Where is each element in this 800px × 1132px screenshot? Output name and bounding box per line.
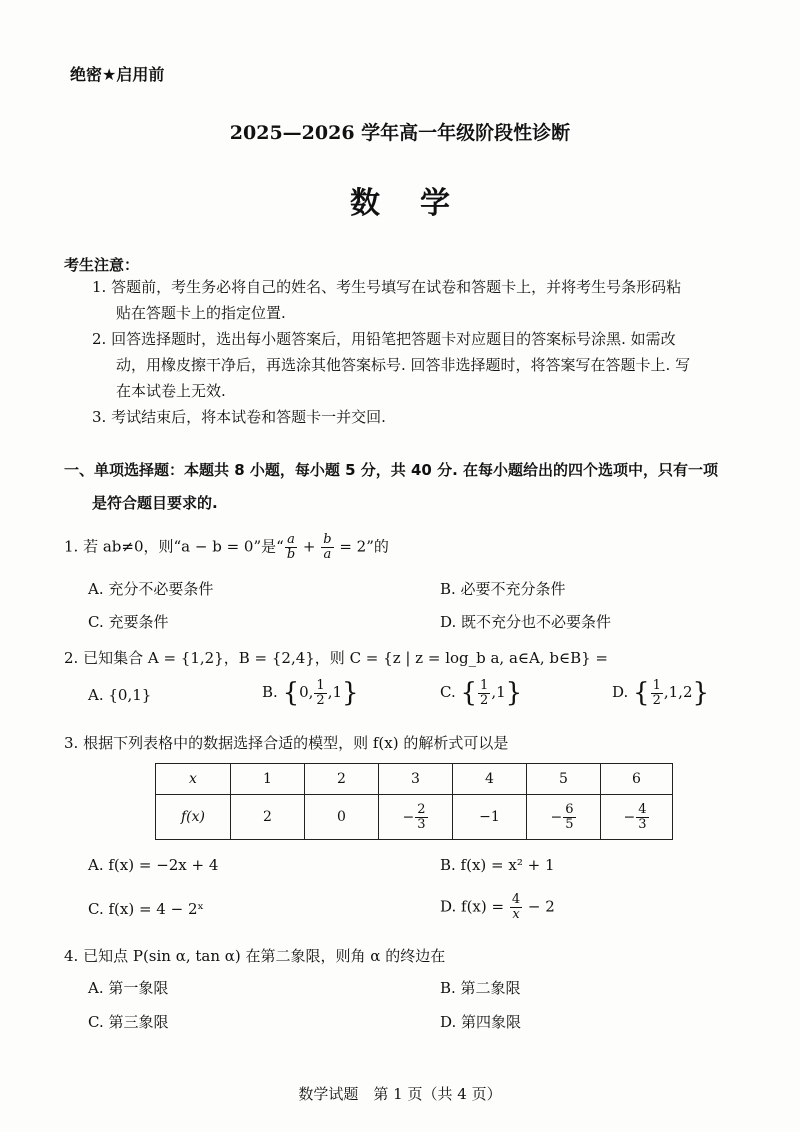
notice-heading: 考生注意： bbox=[64, 256, 140, 274]
table-cell: 2 bbox=[305, 764, 379, 795]
table-cell: 3 bbox=[379, 764, 453, 795]
q1-prefix: 1. 若 ab≠0，则“a − b = 0”是“ bbox=[64, 537, 284, 556]
q2-option-c: C. { $\frac{1}{2}$ ,1} bbox=[440, 677, 523, 708]
notice-item-1-line-2: 贴在答题卡上的指定位置. bbox=[116, 304, 286, 322]
subject-title: 数学 bbox=[350, 186, 490, 221]
table-cell: 1 bbox=[231, 764, 305, 795]
notice-item-2-line-3: 在本试卷上无效. bbox=[116, 382, 226, 400]
notice-item-2-line-2: 动，用橡皮擦干净后，再选涂其他答案标号. 回答非选择题时，将答案写在答题卡上. 写 bbox=[116, 356, 691, 374]
q1-option-a: A. 充分不必要条件 bbox=[88, 580, 214, 598]
q3-option-c: C. f(x) = 4 − 2ˣ bbox=[88, 900, 204, 918]
q1-option-c: C. 充要条件 bbox=[88, 613, 169, 631]
table-cell: − $\frac{2}{3}$ bbox=[379, 795, 453, 840]
table-cell: − $\frac{6}{5}$ bbox=[527, 795, 601, 840]
table-cell: −1 bbox=[453, 795, 527, 840]
table-cell: 0 bbox=[305, 795, 379, 840]
table-row-fx bbox=[156, 795, 673, 840]
notice-item-2-line-1: 2. 回答选择题时，选出每小题答案后，用铅笔把答题卡对应题目的答案标号涂黑. 如需改 bbox=[92, 330, 676, 348]
table-cell: 5 bbox=[527, 764, 601, 795]
question-3-stem: 3. 根据下列表格中的数据选择合适的模型，则 f(x) 的解析式可以是 bbox=[64, 734, 509, 752]
table-cell: − $\frac{4}{3}$ bbox=[601, 795, 673, 840]
q1-option-b: B. 必要不充分条件 bbox=[440, 580, 566, 598]
q3-option-d: D. f(x) = $\frac{4}{x}$ − 2 bbox=[440, 892, 555, 922]
q1-frac-b-over-a: $\frac{b}{a}$ bbox=[323, 532, 332, 562]
q1-option-d: D. 既不充分也不必要条件 bbox=[440, 613, 612, 631]
section-heading-line-2: 是符合题目要求的. bbox=[92, 494, 218, 512]
page-footer: 数学试题 第 1 页（共 4 页） bbox=[298, 1085, 502, 1103]
table-header-fx: f(x) bbox=[156, 795, 231, 840]
table-header-x: x bbox=[156, 764, 231, 795]
question-2-stem: 2. 已知集合 A = {1,2}，B = {2,4}，则 C = {z | z = log_b a, a∈A, b∈B} = bbox=[64, 649, 608, 667]
q4-option-c: C. 第三象限 bbox=[88, 1013, 169, 1031]
q1-frac-a-over-b: $\frac{a}{b}$ bbox=[286, 532, 296, 562]
table-cell: 2 bbox=[231, 795, 305, 840]
exam-title: 2025—2026 学年高一年级阶段性诊断 bbox=[229, 122, 571, 144]
table-cell: 6 bbox=[601, 764, 673, 795]
table-row-x bbox=[156, 764, 673, 795]
section-heading-line-1: 一、单项选择题：本题共 8 小题，每小题 5 分，共 40 分. 在每小题给出的四个选项中，只有一项 bbox=[64, 461, 719, 479]
data-table bbox=[155, 763, 673, 840]
q3-option-b: B. f(x) = x² + 1 bbox=[440, 856, 555, 874]
question-1-stem: 1. 若 ab≠0，则“a − b = 0”是“ $\frac{a}{b}$ + $\frac{b}{a}$ = 2”的 bbox=[64, 532, 389, 562]
confidential-mark: 绝密★启用前 bbox=[70, 65, 165, 84]
notice-item-3: 3. 考试结束后，将本试卷和答题卡一并交回. bbox=[92, 408, 386, 426]
q2-option-b: B. {0, $\frac{1}{2}$ ,1} bbox=[262, 677, 359, 708]
notice-item-1-line-1: 1. 答题前，考生务必将自己的姓名、考生号填写在试卷和答题卡上，并将考生号条形码粘 bbox=[92, 278, 682, 296]
q2-option-a: A. {0,1} bbox=[88, 686, 152, 704]
q4-option-a: A. 第一象限 bbox=[88, 979, 169, 997]
q3-option-a: A. f(x) = −2x + 4 bbox=[88, 856, 219, 874]
q4-option-d: D. 第四象限 bbox=[440, 1013, 522, 1031]
q2-option-d: D. { $\frac{1}{2}$ ,1,2} bbox=[612, 677, 710, 708]
q4-option-b: B. 第二象限 bbox=[440, 979, 521, 997]
question-4-stem: 4. 已知点 P(sin α, tan α) 在第二象限，则角 α 的终边在 bbox=[64, 947, 446, 965]
table-cell: 4 bbox=[453, 764, 527, 795]
